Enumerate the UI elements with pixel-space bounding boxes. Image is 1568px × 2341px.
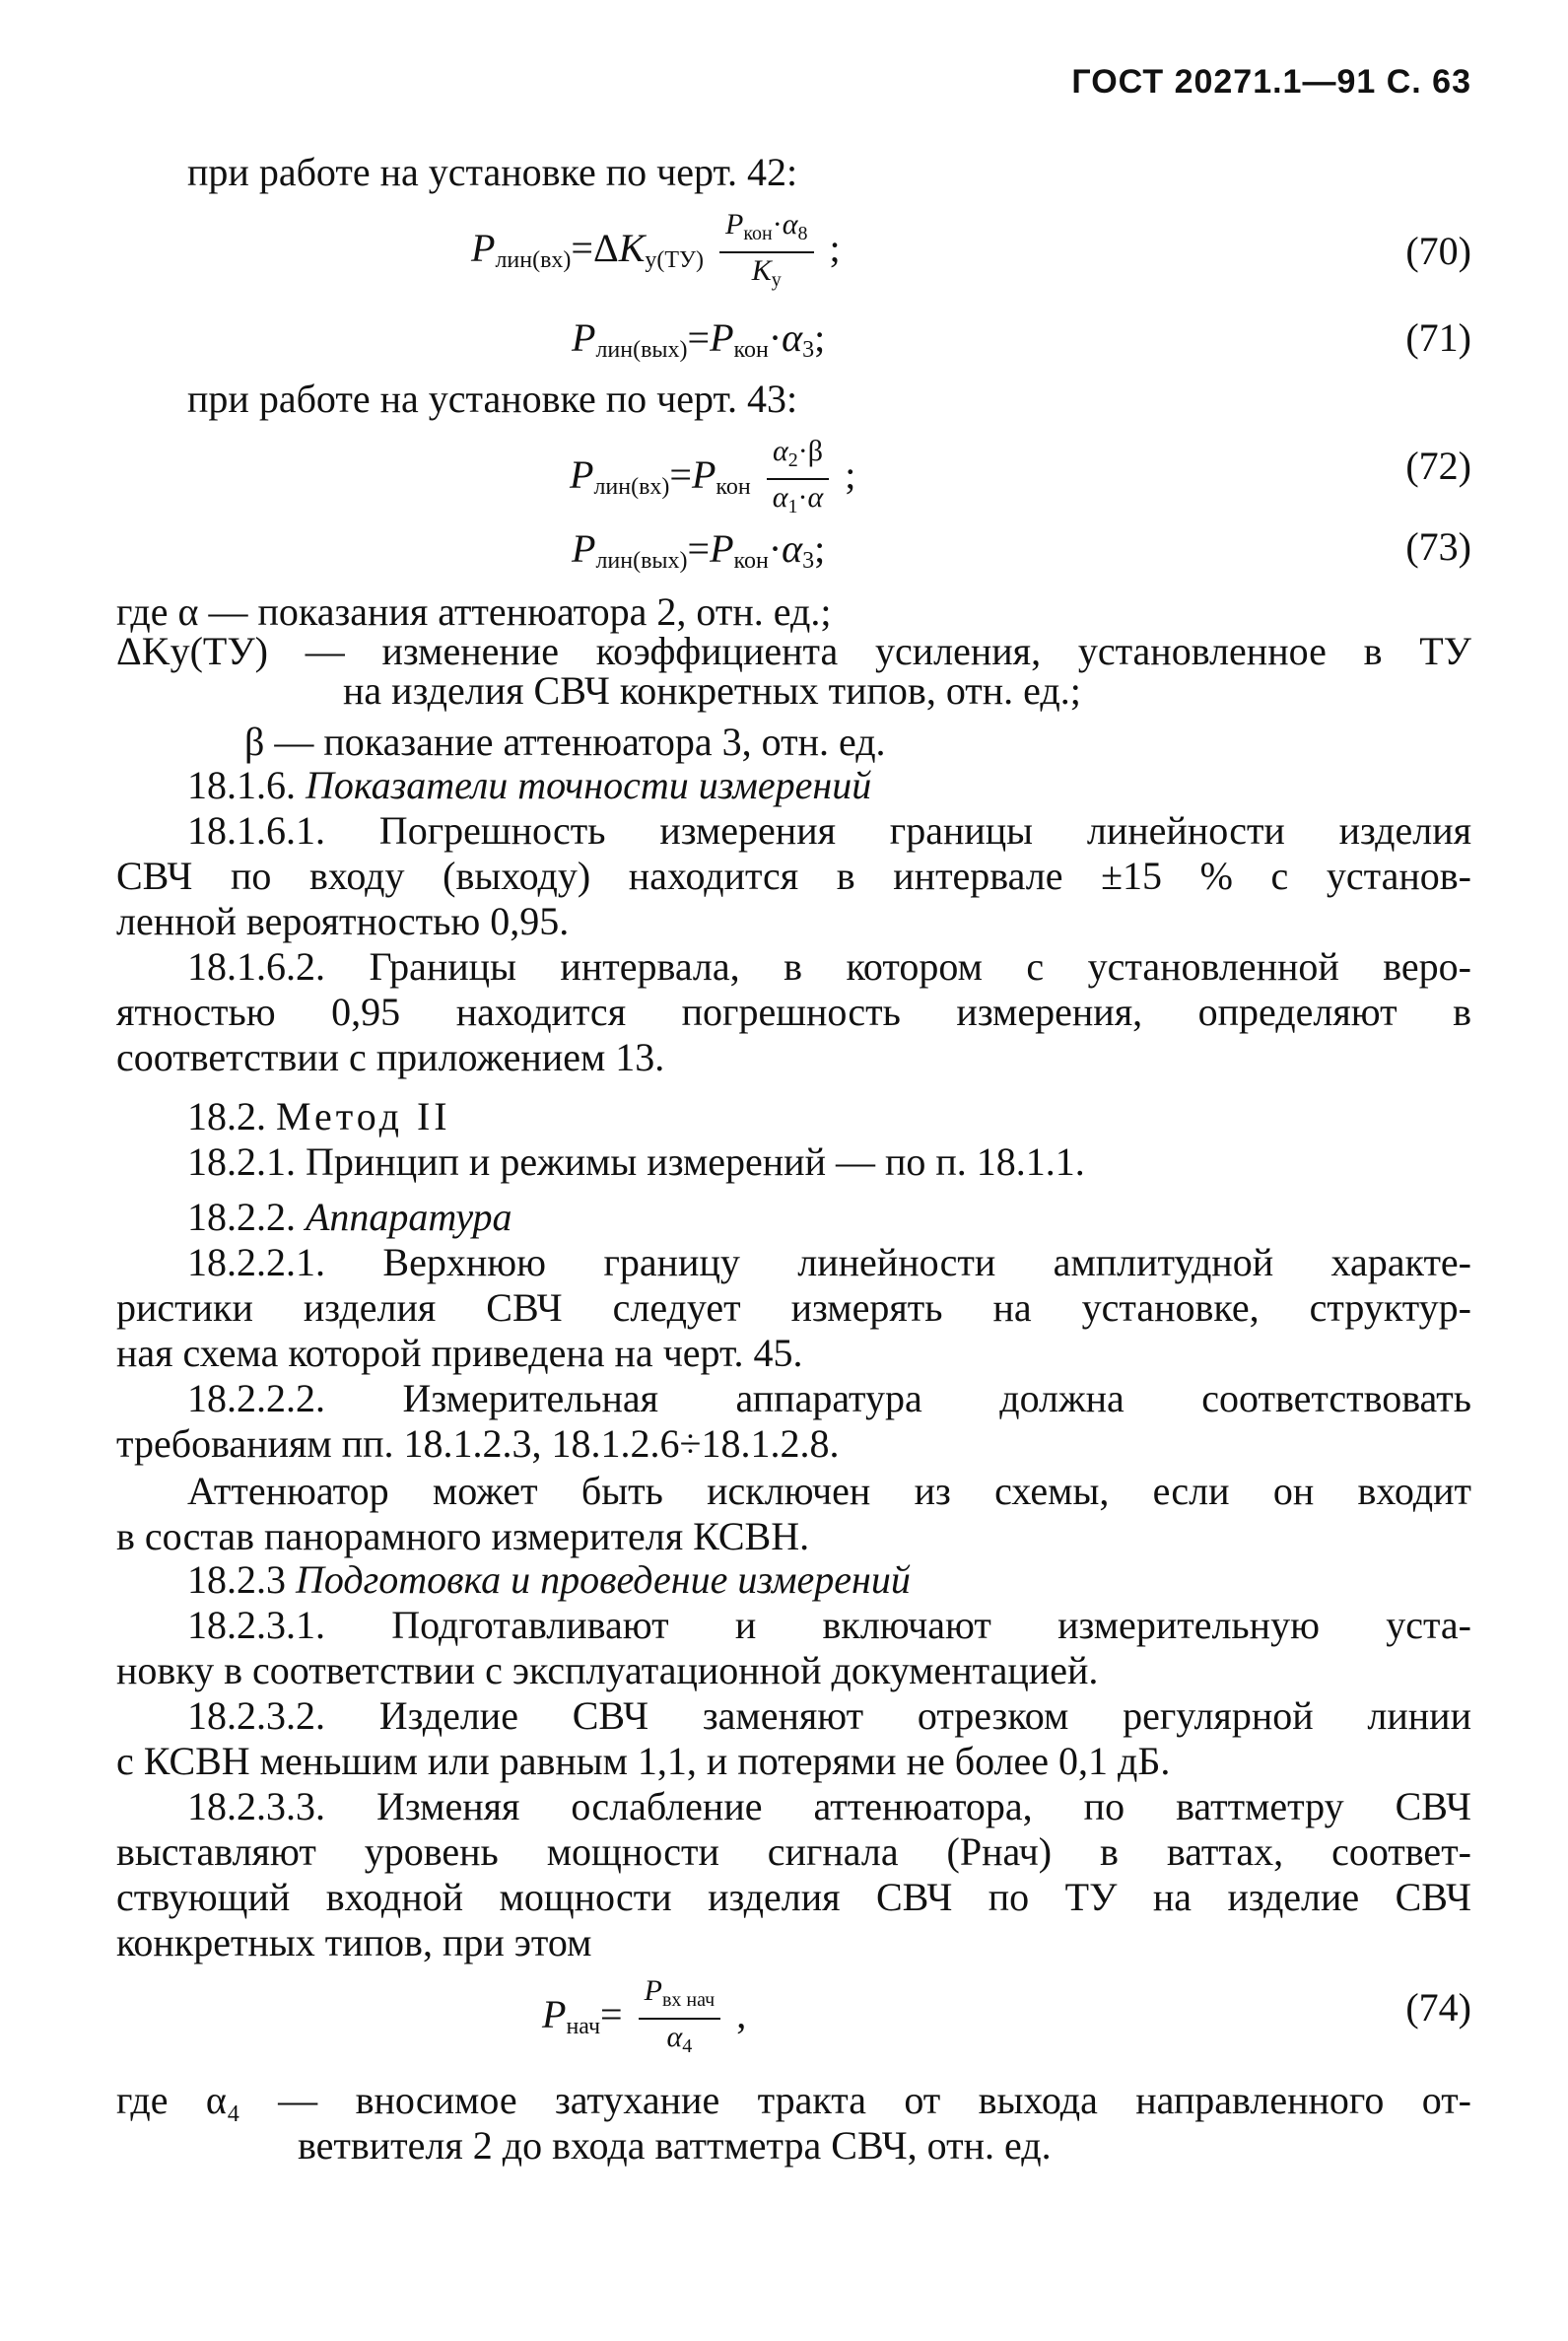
paragraph-line: 18.2.2.2. Измерительная аппаратура должна соответствовать	[187, 1376, 1471, 1420]
paragraph-line: в состав панорамного измерителя КСВН.	[116, 1514, 810, 1558]
paragraph-line: требованиям пп. 18.1.2.3, 18.1.2.6÷18.1.2.8.	[116, 1421, 840, 1466]
paragraph-line: ятностью 0,95 находится погрешность измерения, определяют в	[116, 990, 1471, 1034]
section-number: 18.2.	[187, 1094, 266, 1138]
section-title: Подготовка и проведение измерений	[296, 1557, 911, 1602]
equation-number: (73)	[1405, 524, 1471, 569]
section-heading	[187, 761, 1471, 810]
where-beta: β — показание аттенюатора 3, отн. ед.	[244, 720, 886, 764]
section-title: Метод II	[276, 1094, 451, 1138]
where-dk-cont: на изделия СВЧ конкретных типов, отн. ед.;	[343, 668, 1081, 713]
paragraph-line: при работе на установке по черт. 42:	[187, 150, 798, 194]
section-heading	[187, 1555, 1471, 1605]
paragraph-line: ленной вероятностью 0,95.	[116, 899, 570, 943]
formula-72: $P_{лин(вх)}=P_{кон}$ $\frac{\alpha_2\cdot\beta}{\alpha_1\cdot\alpha}$ ;	[570, 435, 856, 517]
section-title: Показатели точности измерений	[306, 763, 872, 807]
paragraph-line: конкретных типов, при этом	[116, 1920, 592, 1964]
equation-number: (72)	[1405, 444, 1471, 488]
paragraph-line: при работе на установке по черт. 43:	[187, 377, 798, 421]
paragraph-line: 18.2.1. Принцип и режимы измерений — по п. 18.1.1.	[187, 1139, 1085, 1184]
where-alpha4: где α₄ — вносимое затухание тракта от выхода направленного от-	[116, 2078, 1471, 2122]
paragraph-line: ная схема которой приведена на черт. 45.	[116, 1331, 803, 1375]
formula-74: $P_{нач}=$ $\frac{P_{вх нач}}{\alpha_4}$ ,	[542, 1974, 747, 2057]
formula-70: $P_{лин(вх)}=\Delta K_{у(ТУ)}$ $\frac{P_{кон}\cdot\alpha_8}{K_у}$ ;	[471, 208, 841, 291]
paragraph-line: 18.2.3.3. Изменяя ослабление аттенюатора, по ваттметру СВЧ	[187, 1784, 1471, 1828]
paragraph-line: 18.1.6.2. Границы интервала, в котором с установленной веро-	[187, 944, 1471, 989]
where-dk: ΔKу(ТУ) — изменение коэффициента усиления, установленное в ТУ	[116, 629, 1471, 673]
section-number: 18.2.2.	[187, 1195, 296, 1239]
section-heading	[187, 1092, 1471, 1141]
paragraph-line: 18.2.3.2. Изделие СВЧ заменяют отрезком регулярной линии	[187, 1693, 1471, 1738]
section-number: 18.2.3	[187, 1557, 286, 1602]
equation-number: (71)	[1405, 315, 1471, 360]
equation-number: (74)	[1405, 1985, 1471, 2030]
section-heading	[187, 1193, 1471, 1242]
paragraph-line: ствующий входной мощности изделия СВЧ по ТУ на изделие СВЧ	[116, 1875, 1471, 1919]
formula-71: $P_{лин(вых)}=P_{кон}\cdot\alpha_3$;	[572, 315, 826, 363]
paragraph-line: 18.2.3.1. Подготавливают и включают измерительную уста-	[187, 1603, 1471, 1647]
formula-73: $P_{лин(вых)}=P_{кон}\cdot\alpha_3$;	[572, 526, 826, 574]
paragraph-line: 18.2.2.1. Верхнюю границу линейности амплитудной характе-	[187, 1240, 1471, 1284]
where-alpha: где α — показания аттенюатора 2, отн. ед.;	[116, 589, 832, 634]
paragraph-line: новку в соответствии с эксплуатационной документацией.	[116, 1648, 1099, 1692]
paragraph-line: СВЧ по входу (выходу) находится в интервале ±15 % с установ-	[116, 854, 1471, 898]
section-number: 18.1.6.	[187, 763, 296, 807]
paragraph-line: 18.1.6.1. Погрешность измерения границы линейности изделия	[187, 808, 1471, 853]
paragraph-line: ристики изделия СВЧ следует измерять на установке, структур-	[116, 1285, 1471, 1330]
where-alpha4-cont: ветвителя 2 до входа ваттметра СВЧ, отн. ед.	[298, 2123, 1052, 2168]
section-title: Аппаратура	[306, 1195, 512, 1239]
equation-number: (70)	[1405, 229, 1471, 273]
paragraph-line: Аттенюатор может быть исключен из схемы, если он входит	[187, 1469, 1471, 1513]
paragraph-line: выставляют уровень мощности сигнала (Pнач) в ваттах, соответ-	[116, 1829, 1471, 1874]
page-header: ГОСТ 20271.1—91 С. 63	[1071, 63, 1471, 101]
paragraph-line: соответствии с приложением 13.	[116, 1035, 665, 1079]
paragraph-line: с КСВН меньшим или равным 1,1, и потерями не более 0,1 дБ.	[116, 1739, 1171, 1783]
